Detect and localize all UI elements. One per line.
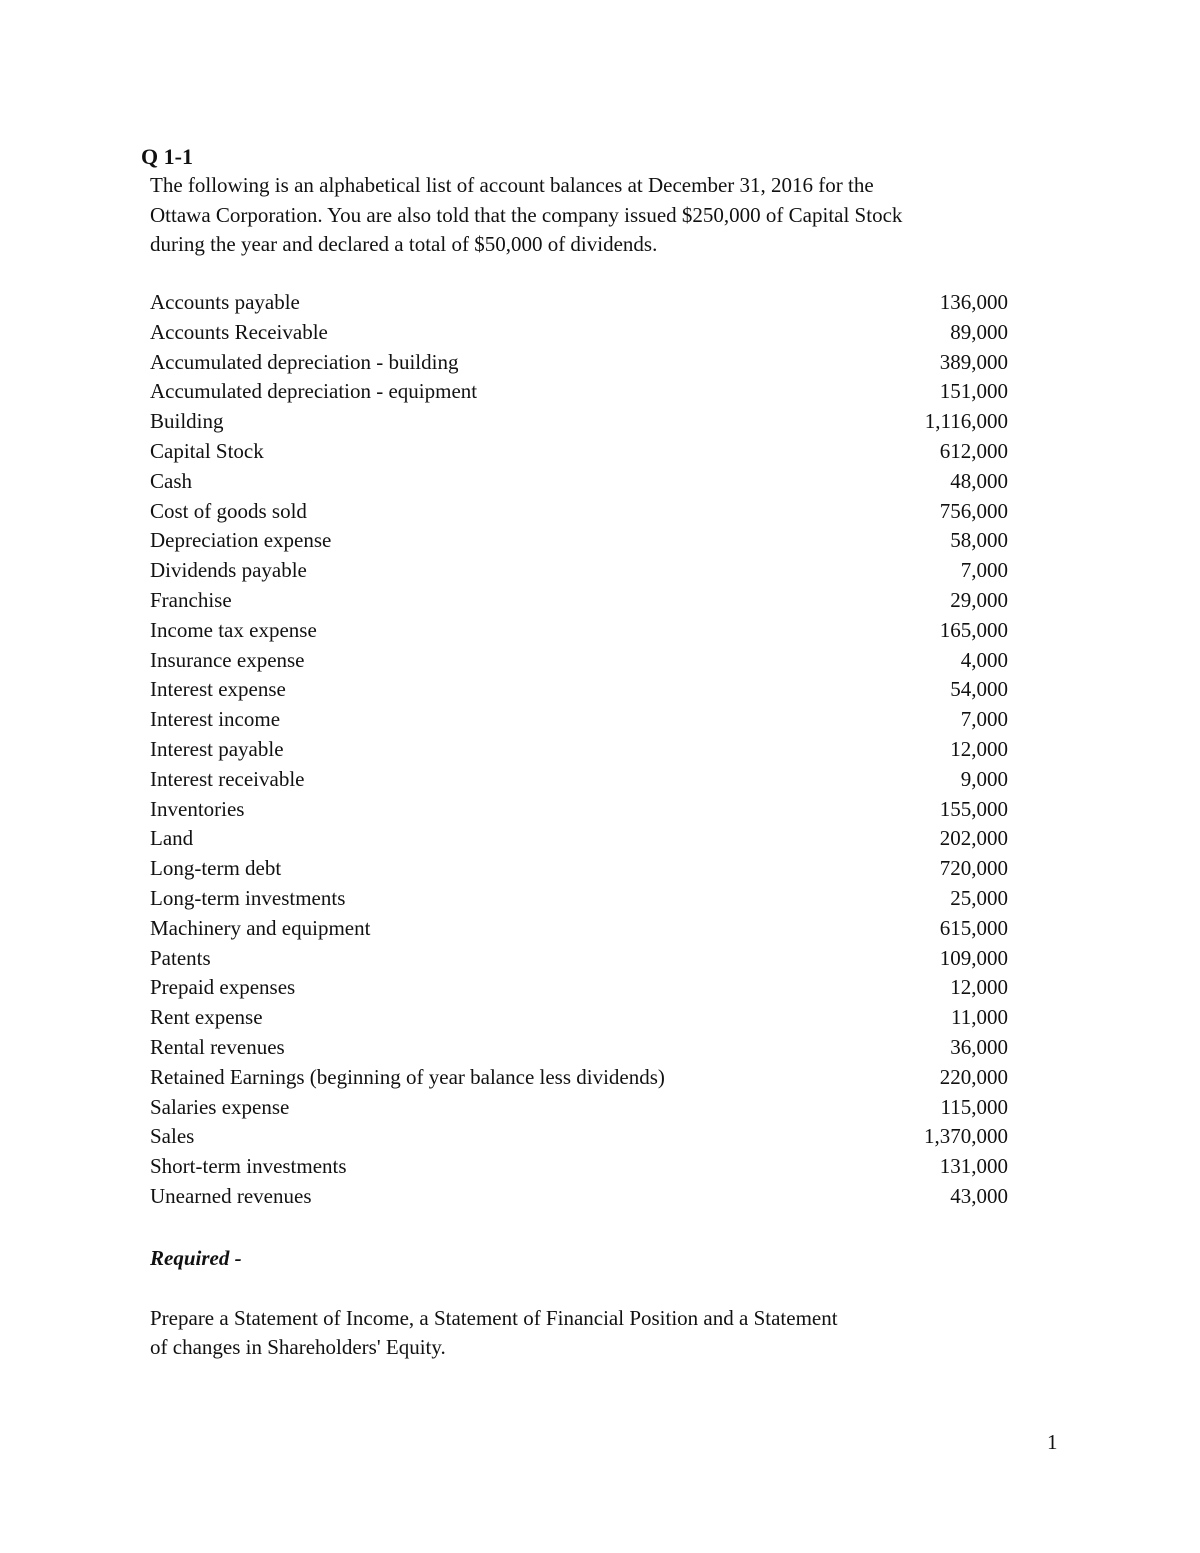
account-name: Franchise <box>150 587 232 612</box>
account-value: 615,000 <box>939 915 1008 940</box>
account-value: 48,000 <box>950 468 1008 493</box>
account-name: Short-term investments <box>150 1154 347 1179</box>
account-row <box>150 914 1008 944</box>
account-name: Accounts Receivable <box>150 319 328 344</box>
account-name: Interest income <box>150 707 281 732</box>
account-name: Retained Earnings (beginning of year balance less dividends) <box>150 1064 665 1089</box>
account-row <box>150 556 1008 586</box>
required-heading: Required - <box>150 1246 242 1270</box>
account-row <box>150 288 1008 318</box>
account-name: Accounts payable <box>150 290 300 314</box>
account-value: 165,000 <box>939 617 1008 642</box>
account-name: Building <box>150 409 224 434</box>
account-name: Interest receivable <box>150 766 305 791</box>
account-row <box>150 318 1008 348</box>
account-value: 151,000 <box>939 379 1008 404</box>
account-row <box>150 1182 1008 1212</box>
account-value: 389,000 <box>939 349 1008 374</box>
account-name: Depreciation expense <box>150 528 332 553</box>
account-row <box>150 824 1008 854</box>
account-name: Salaries expense <box>150 1094 290 1119</box>
account-name: Dividends payable <box>150 558 307 583</box>
intro-line: The following is an alphabetical list of account balances at December 31, 2016 for the <box>150 173 874 197</box>
account-value: 136,000 <box>939 290 1008 314</box>
account-row <box>150 675 1008 705</box>
account-row <box>150 944 1008 974</box>
account-name: Prepaid expenses <box>150 975 296 1000</box>
account-value: 25,000 <box>950 885 1008 910</box>
account-name: Cash <box>150 468 192 493</box>
account-value: 155,000 <box>939 796 1008 821</box>
account-row <box>150 705 1008 735</box>
intro-line: during the year and declared a total of $50,000 of dividends. <box>150 232 658 256</box>
account-value: 109,000 <box>939 945 1008 970</box>
account-value: 9,000 <box>960 766 1008 791</box>
account-name: Capital Stock <box>150 438 264 463</box>
account-value: 7,000 <box>960 558 1008 583</box>
account-value: 115,000 <box>940 1094 1008 1119</box>
account-value: 11,000 <box>951 1005 1008 1030</box>
account-name: Rent expense <box>150 1005 263 1030</box>
account-name: Accumulated depreciation - building <box>150 349 459 374</box>
instruction-line: of changes in Shareholders' Equity. <box>150 1335 446 1359</box>
account-value: 12,000 <box>950 975 1008 1000</box>
account-name: Accumulated depreciation - equipment <box>150 379 478 404</box>
account-row <box>150 765 1008 795</box>
account-row <box>150 1063 1008 1093</box>
account-value: 131,000 <box>939 1154 1008 1179</box>
account-name: Sales <box>150 1124 195 1149</box>
account-value: 58,000 <box>950 528 1008 553</box>
account-value: 89,000 <box>950 319 1008 344</box>
account-row <box>150 735 1008 765</box>
account-row <box>150 884 1008 914</box>
account-row <box>150 467 1008 497</box>
account-value: 202,000 <box>939 826 1008 851</box>
account-name: Unearned revenues <box>150 1183 312 1208</box>
account-row <box>150 497 1008 527</box>
account-name: Rental revenues <box>150 1034 285 1059</box>
account-row <box>150 854 1008 884</box>
account-row <box>150 973 1008 1003</box>
account-row <box>150 586 1008 616</box>
account-row <box>150 526 1008 556</box>
account-name: Cost of goods sold <box>150 498 307 523</box>
account-value: 36,000 <box>950 1034 1008 1059</box>
account-row <box>150 437 1008 467</box>
account-name: Interest expense <box>150 677 286 702</box>
account-balances-list <box>150 288 1008 1212</box>
account-name: Long-term debt <box>150 856 282 881</box>
account-name: Land <box>150 826 194 851</box>
account-row <box>150 1033 1008 1063</box>
account-row <box>150 1003 1008 1033</box>
question-intro <box>150 171 1030 260</box>
account-value: 756,000 <box>939 498 1008 523</box>
account-name: Machinery and equipment <box>150 915 371 940</box>
account-name: Insurance expense <box>150 647 305 672</box>
account-row <box>150 1122 1008 1152</box>
account-row <box>150 348 1008 378</box>
account-name: Income tax expense <box>150 617 317 642</box>
account-name: Inventories <box>150 796 245 821</box>
account-value: 720,000 <box>939 856 1008 881</box>
page-number: 1 <box>1047 1430 1058 1454</box>
intro-line: Ottawa Corporation. You are also told that the company issued $250,000 of Capital Stock <box>150 202 903 227</box>
account-value: 1,370,000 <box>924 1124 1008 1149</box>
question-title: Q 1-1 <box>141 144 193 169</box>
account-name: Patents <box>150 945 211 970</box>
account-row <box>150 616 1008 646</box>
account-value: 1,116,000 <box>924 409 1008 434</box>
account-row <box>150 646 1008 676</box>
account-row <box>150 795 1008 825</box>
account-value: 220,000 <box>939 1064 1008 1089</box>
account-value: 43,000 <box>950 1183 1008 1208</box>
required-instruction <box>150 1304 970 1362</box>
account-value: 29,000 <box>950 587 1008 612</box>
account-row <box>150 407 1008 437</box>
account-name: Long-term investments <box>150 885 346 910</box>
instruction-line: Prepare a Statement of Income, a Statement of Financial Position and a Statement <box>150 1306 838 1330</box>
account-value: 612,000 <box>939 438 1008 463</box>
account-value: 12,000 <box>950 736 1008 761</box>
account-name: Interest payable <box>150 736 284 761</box>
account-value: 54,000 <box>950 677 1008 702</box>
account-row <box>150 1152 1008 1182</box>
account-value: 7,000 <box>960 707 1008 732</box>
account-row <box>150 1093 1008 1123</box>
account-value: 4,000 <box>960 647 1008 672</box>
account-row <box>150 377 1008 407</box>
